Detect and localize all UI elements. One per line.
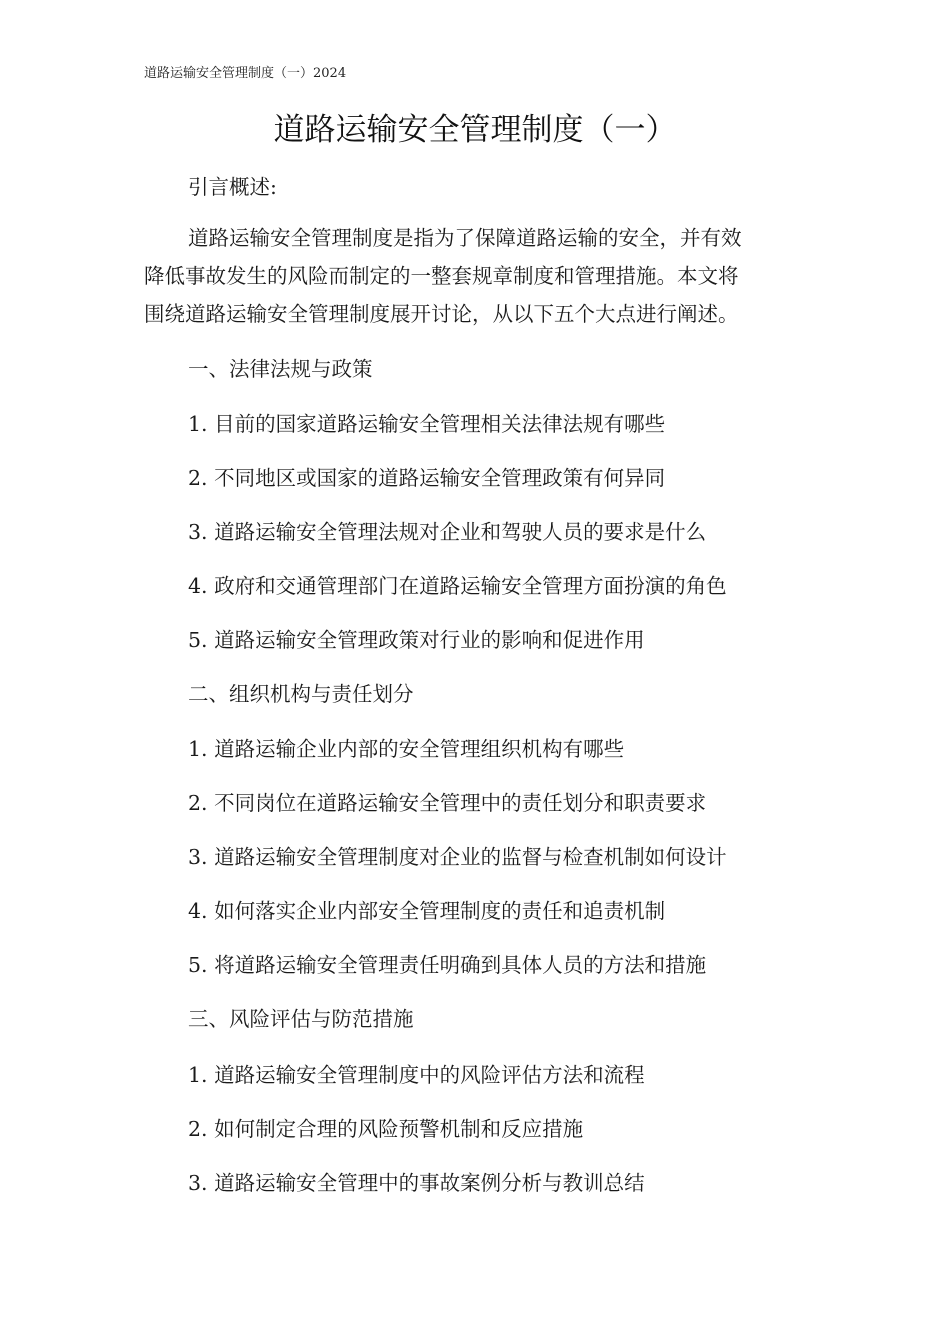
list-item: 4. 如何落实企业内部安全管理制度的责任和追责机制: [188, 899, 666, 923]
running-header: 道路运输安全管理制度（一）2024: [144, 66, 347, 81]
intro-line: 降低事故发生的风险而制定的一整套规章制度和管理措施。本文将: [144, 264, 739, 288]
list-item: 3. 道路运输安全管理中的事故案例分析与教训总结: [188, 1171, 645, 1195]
list-item: 2. 不同地区或国家的道路运输安全管理政策有何异同: [188, 466, 666, 490]
section-heading: 三、风险评估与防范措施: [188, 1007, 414, 1031]
list-item: 1. 目前的国家道路运输安全管理相关法律法规有哪些: [188, 412, 666, 436]
section-heading: 一、法律法规与政策: [188, 357, 373, 381]
list-item: 1. 道路运输企业内部的安全管理组织机构有哪些: [188, 737, 625, 761]
list-item: 2. 不同岗位在道路运输安全管理中的责任划分和职责要求: [188, 791, 707, 815]
intro-line: 道路运输安全管理制度是指为了保障道路运输的安全，并有效: [188, 226, 742, 250]
list-item: 5. 道路运输安全管理政策对行业的影响和促进作用: [188, 628, 645, 652]
list-item: 3. 道路运输安全管理制度对企业的监督与检查机制如何设计: [188, 845, 727, 869]
intro-line: 围绕道路运输安全管理制度展开讨论，从以下五个大点进行阐述。: [144, 302, 739, 326]
intro-heading: 引言概述:: [188, 175, 277, 199]
document-title: 道路运输安全管理制度（一）: [273, 112, 677, 148]
list-item: 2. 如何制定合理的风险预警机制和反应措施: [188, 1117, 584, 1141]
list-item: 3. 道路运输安全管理法规对企业和驾驶人员的要求是什么: [188, 520, 707, 544]
list-item: 5. 将道路运输安全管理责任明确到具体人员的方法和措施: [188, 953, 707, 977]
list-item: 4. 政府和交通管理部门在道路运输安全管理方面扮演的角色: [188, 574, 727, 598]
section-heading: 二、组织机构与责任划分: [188, 682, 414, 706]
list-item: 1. 道路运输安全管理制度中的风险评估方法和流程: [188, 1063, 645, 1087]
